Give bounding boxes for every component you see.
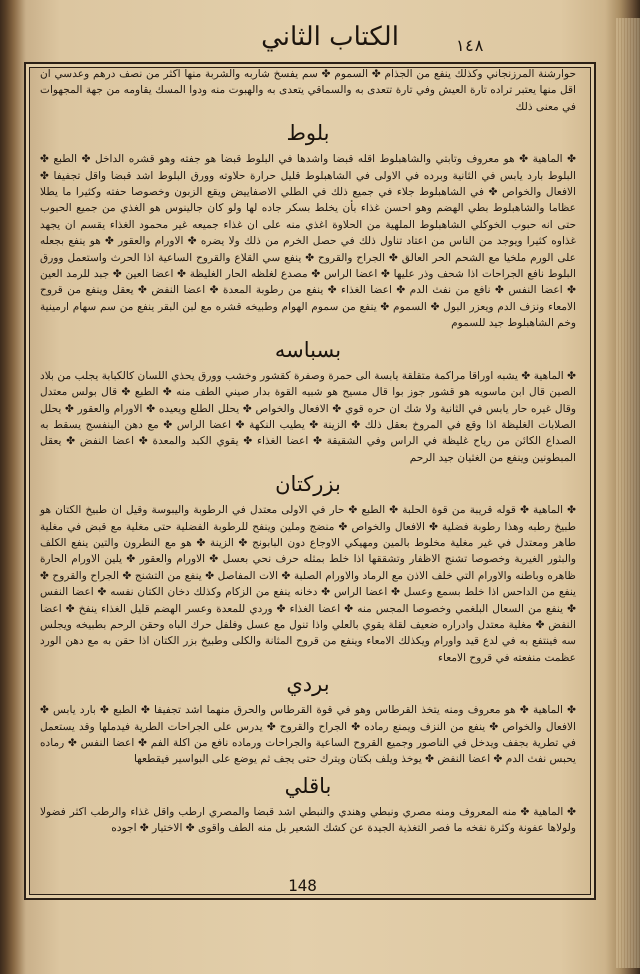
section-heading-bardi: بردي	[286, 672, 330, 697]
bottom-page-number: 148	[288, 876, 317, 895]
paragraph-bazrkattan: ✤ الماهية ✤ قوله قريبة من قوة الحلبة ✤ الطبع ✤ حار في الاولى معتدل في الرطوبة واليبوسة وقيل ان طبيخ الكتان هو طبيخ رطبه وهذا رطوبة فضلية ✤ الافعال والخواص ✤ منضج وملين وينفح للرطوبة الفضلية حتى مغلية مع قبض في مغلية طاهر ومعتدل في غير مغلية مخلوط بالمين ومهيكي الاوجاع دون البابونج ✤ الزينة ✤ هو مع النطرون والتين ينفع الكلف والبثور الغيرية وخصوصا تشنج الاظفار وتشققها اذا خلط بمثله حرف نحي بعسل ✤ الاورام والعقور ✤ يلين الاورام الحارة ظاهره وباطنه والاورام التي خلف الاذن مع الرماد والاورام الصلبة ✤ الات المفاصل ✤ ينفع من التشنج ✤ الجراح والقروح ✤ ينفع من الداحس اذا خلط بسمع وعسل ✤ اعضا الراس ✤ دخانه ينفع من الزكام وكذلك دخان الكتان نفسه ✤ اعضا النفس ✤ ينفع من السعال البلغمي وخصوصا المجس منه ✤ اعضا الغذاء ✤ وردي للمعدة وعسر الهضم قليل الغذاء ينفخ ✤ اعضا النفض ✤ مغلية معتدل وادراره ضعيف لقلة يقوي بالعلي واذا تنول مع عسل وفلفل حرك الباه وحقن الرحم بطبيخه ويجلس سه فينتفع به في لدع قيد واورام ويكذلك الامعاء وينفع من قروح المثانة والكلى وطبيخ بزر الكتان اذا حقن به مع دهن الورد عظمت منفعته في قروح الامعاء	[40, 504, 576, 664]
section-heading-basbasa: بسباسه	[274, 337, 342, 362]
paragraph-baqilla: ✤ الماهية ✤ منه المعروف ومنه مصري ونبطي وهندي والنبطي اشد قبضا والمصري ارطب واقل غذاء والرطب اكثر فضولا ولولاها عفونة وكثرة نفخه ما فصر التغذية الجيدة عن كشك الشعير بل منه الطف واقوى ✤ الاختيار ✤ اجوده	[40, 805, 576, 835]
top-page-number: ١٤٨	[455, 36, 484, 55]
page-edge-texture	[616, 18, 640, 968]
running-head: الكتاب الثاني	[261, 22, 399, 52]
section-heading-baqilla: باقلي	[284, 773, 332, 798]
paragraph-basbasa: ✤ الماهية ✤ يشبه اوراقا مراكمة متقلقة يابسة الى حمرة وصفرة كقشور وخشب وورق يحذي اللسان كالكبابة يجلب من بلاد الصين قال ابن ماسويه هو قشور جوز بوا قال مسيح هو شبيه القوة بدار صيني الطف منه ✤ الطبع ✤ قال بولس معتدل وقال غيره حار يابس في الثانية ولا شك ان حره قوي ✤ الافعال والخواص ✤ يحلل الطلع ويعيده ✤ الاورام والعقور ✤ يحلل الصلابات الغليظة اذا وقع في المروخ بعقل ذلك ✤ الزينة ✤ يطيب النكهة ✤ اعضا الراس ✤ مع دهن البنفسج يسقط به الصداع الكائن من رياح غليظة في الراس وفي الشقيقة ✤ اعضا الغذاء ✤ يقوي الكبد والمعدة ✤ اعضا النفض ✤ يعقل المبطونين وينفع من الغثيان جيد الرحم	[40, 369, 576, 464]
paragraph-ballut: ✤ الماهية ✤ هو معروف وتابتي والشاهبلوط اقله قبضا واشدها في البلوط قبضا هو جفته وهو قشره الداخل ✤ الطبع ✤ البلوط بارد يابس في الثانية وبرده في الاولى في الشاهبلوط قليل حرارة حلاوته وورق البلوط اشد قبضا واقل تجفيفا ✤ الافعال والخواص ✤ في الشاهبلوط جلاء في جميع ذلك في الطلي الاصفاييض ويقع الزبون وخصوصا حفته وكثيرا ما يطلا عظاما والشاهبلوط بطي الهضم وهو احسن غذاء بأن يخلط بسكر جاده لها ولو كان جالينوس هو الغذي من جميع الحبوب حتى انه حبوب الخوكلي الشاهبلوط الملهية من الحلاوة اغذي منه على ان غذاء جميعه غير محمود الغذاء يقسم ان يجهد غذاوه كثيرا ويوجد من الناس من اعتاد تناول ذلك في حصل الخرم من ذلك ولا يضره ✤ الاورام والعقور ✤ هو ينفع بجعله على الورم ملخيا مع الشحم الحر العالق ✤ الجراح والقروح ✤ ينفع سي القلاع والقروح الساعية اذا الحرث واستعمل وورق البلوط نافع الجراحات اذا شحف وذر عليها ✤ اعضا الراس ✤ مصدع لغلظه الحار الغليظة ✤ اعضا العين ✤ جبد للرمد العين ✤ اعضا النفس ✤ نافع من نفث الدم ✤ اعضا الغذاء ✤ ينفع من رطوبة المعدة ✤ اعضا النفض ✤ يعقل وينفع من قروح الامعاء ونزف الدم ويعزر البول ✤ السموم ✤ ينفع من سموم الهوام وطبيخه قشره مع لبن البقر ينفع من سم سهام ارمينية وخم الشاهبلوط جيد للسموم	[40, 153, 576, 330]
section-heading-bazrkattan: بزركتان	[275, 472, 341, 497]
section-heading-ballut: بلوط	[286, 121, 330, 146]
page-body	[34, 66, 582, 892]
paragraph-bardi: ✤ الماهية ✤ هو معروف ومنه يتخذ القرطاس وهو في قوة القرطاس والحرق منهما اشد تجفيفا ✤ الطبع ✤ بارد يابس ✤ الافعال والخواص ✤ ينفع من النزف ويمنع رماده ✤ الجراح والقروح ✤ يدرس على الجراحات الطرية فيدملها وقد يستعمل في تطرية بجفف ويدخل في الناصور وجميع القروح الساعية والجراحات ورماده نافع من اكلة الفم ✤ اعضا النفس ✤ رماده يحبس نفث الدم ✤ اعضا النفض ✤ يوخذ ويلف بكتان ويترك حتى يجف ثم يوضع على البواسير فيقطعها	[40, 704, 576, 766]
paragraph-continuation: حوارشنة المرزنجاني وكذلك ينفع من الجذام ✤ السموم ✤ سم يفسخ شاربه والشربة منها اكثر من نصف درهم وعدسي ان اقل منها يعتبر تراده تارة العيش وفي تارة تتعدى به والسماقي يتعدى به والهبوت منه ودوا المسك يقاومه من جهة المجهوات في معنى ذلك	[40, 68, 576, 113]
